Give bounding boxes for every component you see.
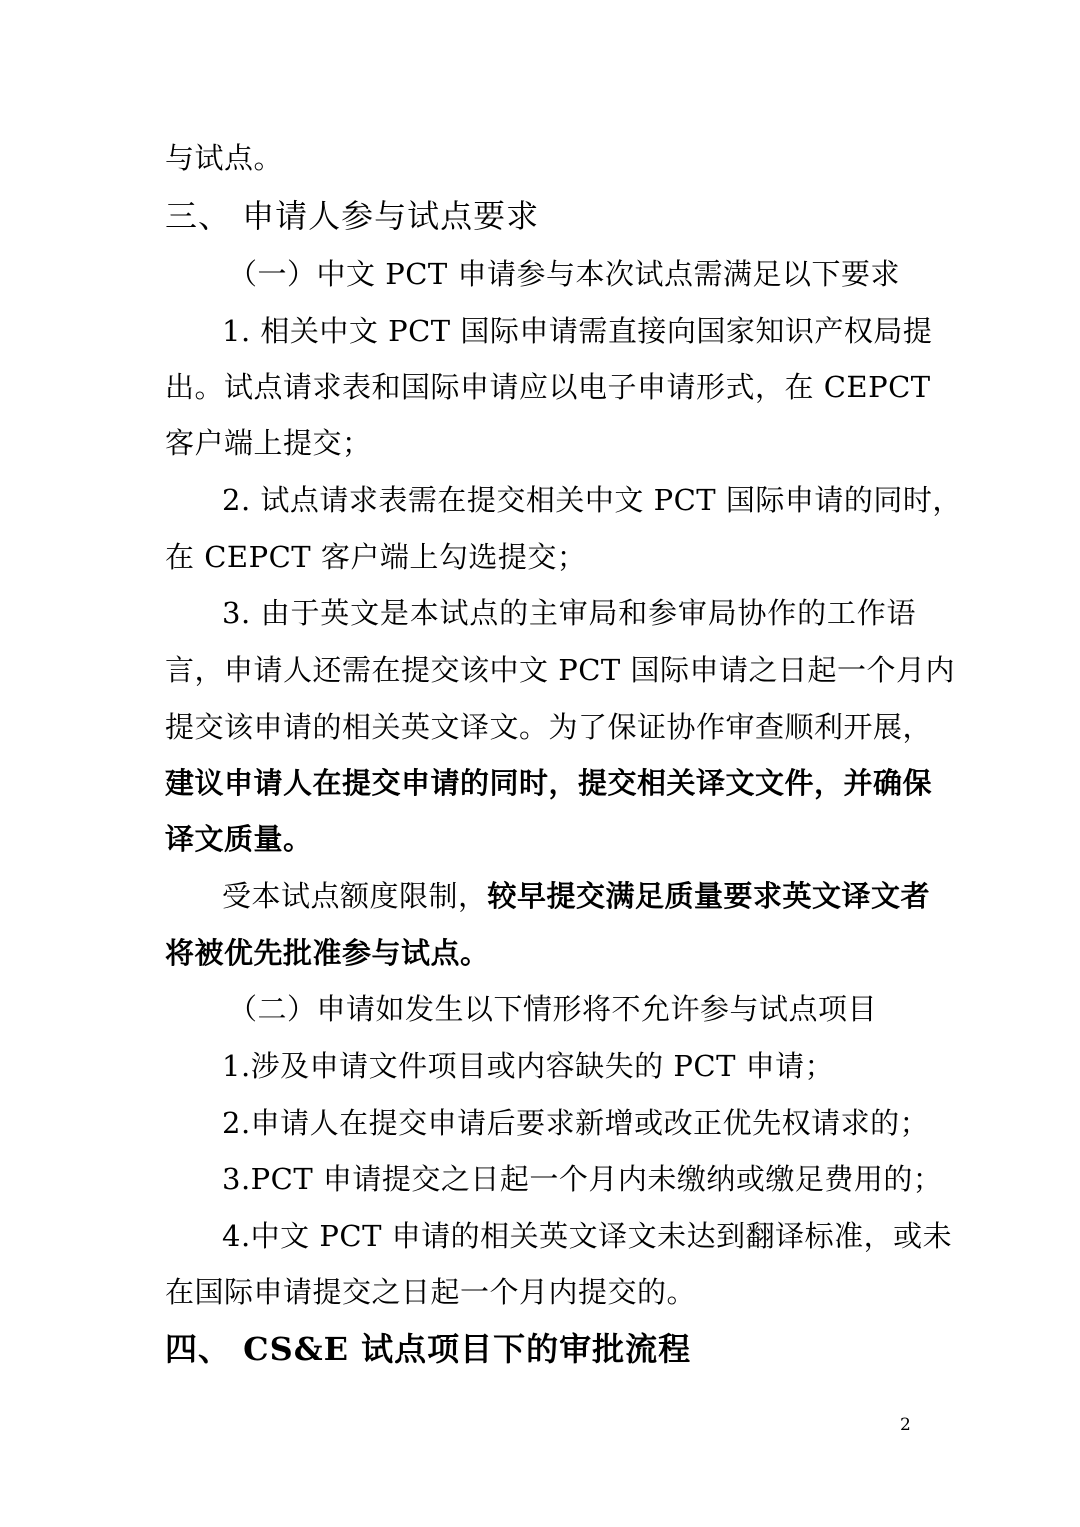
- requirement-3-line-1: 3. 由于英文是本试点的主审局和参审局协作的工作语: [222, 596, 916, 630]
- exclusion-4-line-2: 在国际申请提交之日起一个月内提交的。: [165, 1275, 697, 1309]
- paragraph-continuation: 与试点。: [165, 141, 284, 175]
- quota-note-bold: 较早提交满足质量要求英文译文者: [487, 879, 931, 913]
- section-heading-4: 四、 CS&E 试点项目下的审批流程: [165, 1330, 692, 1368]
- requirement-3-line-4-bold: 建议申请人在提交申请的同时，提交相关译文文件，并确保: [165, 766, 933, 800]
- quota-note-normal: 受本试点额度限制，: [222, 879, 488, 913]
- requirement-3-line-2: 言，申请人还需在提交该中文 PCT 国际申请之日起一个月内: [165, 653, 955, 687]
- section-heading-3: 三、 申请人参与试点要求: [165, 197, 540, 235]
- exclusion-1: 1.涉及申请文件项目或内容缺失的 PCT 申请；: [222, 1049, 835, 1083]
- page-number: 2: [900, 1415, 911, 1435]
- requirement-1-line-2: 出。试点请求表和国际申请应以电子申请形式，在 CEPCT: [165, 370, 931, 404]
- requirement-1-line-3: 客户端上提交；: [165, 426, 372, 460]
- requirement-3-line-5-bold: 译文质量。: [165, 822, 313, 856]
- requirement-3-line-3: 提交该申请的相关英文译文。为了保证协作审查顺利开展，: [165, 710, 933, 744]
- subsection-heading-1-text: （一）中文 PCT 申请参与本次试点需满足以下要求: [228, 257, 900, 291]
- requirement-2-line-1: 2. 试点请求表需在提交相关中文 PCT 国际申请的同时，: [222, 483, 962, 517]
- exclusion-3: 3.PCT 申请提交之日起一个月内未缴纳或缴足费用的；: [222, 1162, 943, 1196]
- subsection-heading-2: （二）申请如发生以下情形将不允许参与试点项目: [228, 992, 878, 1026]
- quota-note-line-2-bold: 将被优先批准参与试点。: [165, 936, 490, 970]
- quota-note-line-1: [222, 876, 930, 916]
- requirement-1-line-1: 1. 相关中文 PCT 国际申请需直接向国家知识产权局提: [222, 314, 933, 348]
- subsection-heading-1: [228, 254, 900, 294]
- exclusion-4-line-1: 4.中文 PCT 申请的相关英文译文未达到翻译标准，或未: [222, 1219, 953, 1253]
- requirement-2-line-2: 在 CEPCT 客户端上勾选提交；: [165, 540, 587, 574]
- exclusion-2: 2.申请人在提交申请后要求新增或改正优先权请求的；: [222, 1106, 930, 1140]
